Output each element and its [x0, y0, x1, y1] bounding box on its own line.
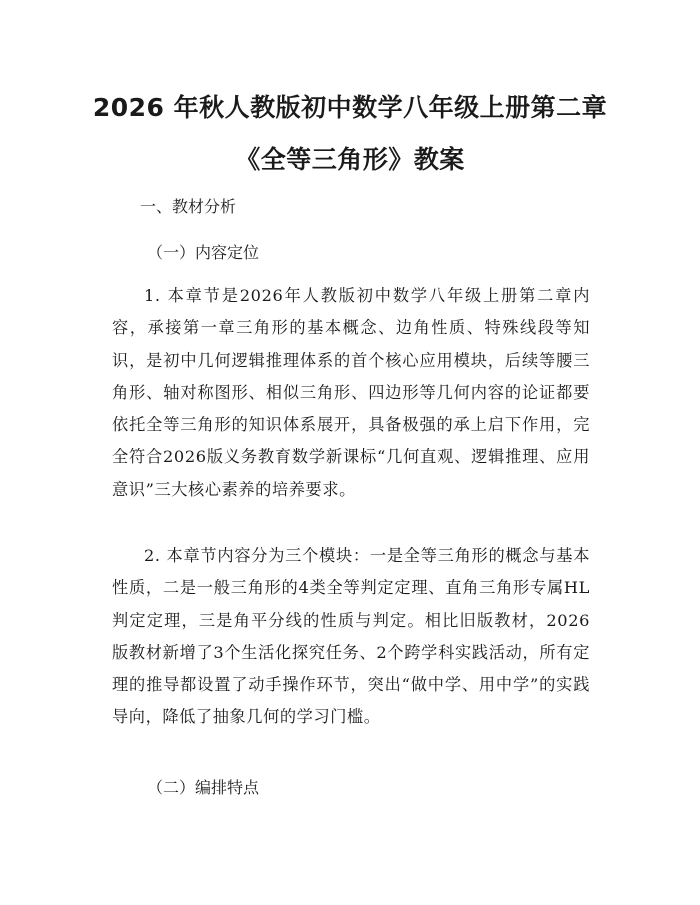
section-heading-textbook-analysis: 一、教材分析	[140, 197, 237, 216]
document-title-line1: 2026 年秋人教版初中数学八年级上册第二章	[92, 93, 608, 122]
subsection-heading-content-positioning: （一）内容定位	[147, 243, 260, 262]
subsection-heading-layout-features: （二）编排特点	[147, 778, 260, 797]
paragraph-1: 1. 本章节是2026年人教版初中数学八年级上册第二章内容，承接第一章三角形的基本概念、边角性质、特殊线段等知识，是初中几何逻辑推理体系的首个核心应用模块，后续等腰三角形、轴对称图形、相似三角形、四边形等几何内容的论证都要依托全等三角形的知识体系展开，具备极强的承上启下作用，完全符合2026版义务教育数学新课标“几何直观、逻辑推理、应用意识”三大核心素养的培养要求。	[112, 286, 590, 499]
paragraph-2: 2. 本章节内容分为三个模块：一是全等三角形的概念与基本性质，二是一般三角形的4类全等判定定理、直角三角形专属HL判定定理，三是角平分线的性质与判定。相比旧版教材，2026版教材新增了3个生活化探究任务、2个跨学科实践活动，所有定理的推导都设置了动手操作环节，突出“做中学、用中学”的实践导向，降低了抽象几何的学习门槛。	[112, 546, 590, 727]
document-title-line2: 《全等三角形》教案	[235, 145, 465, 174]
